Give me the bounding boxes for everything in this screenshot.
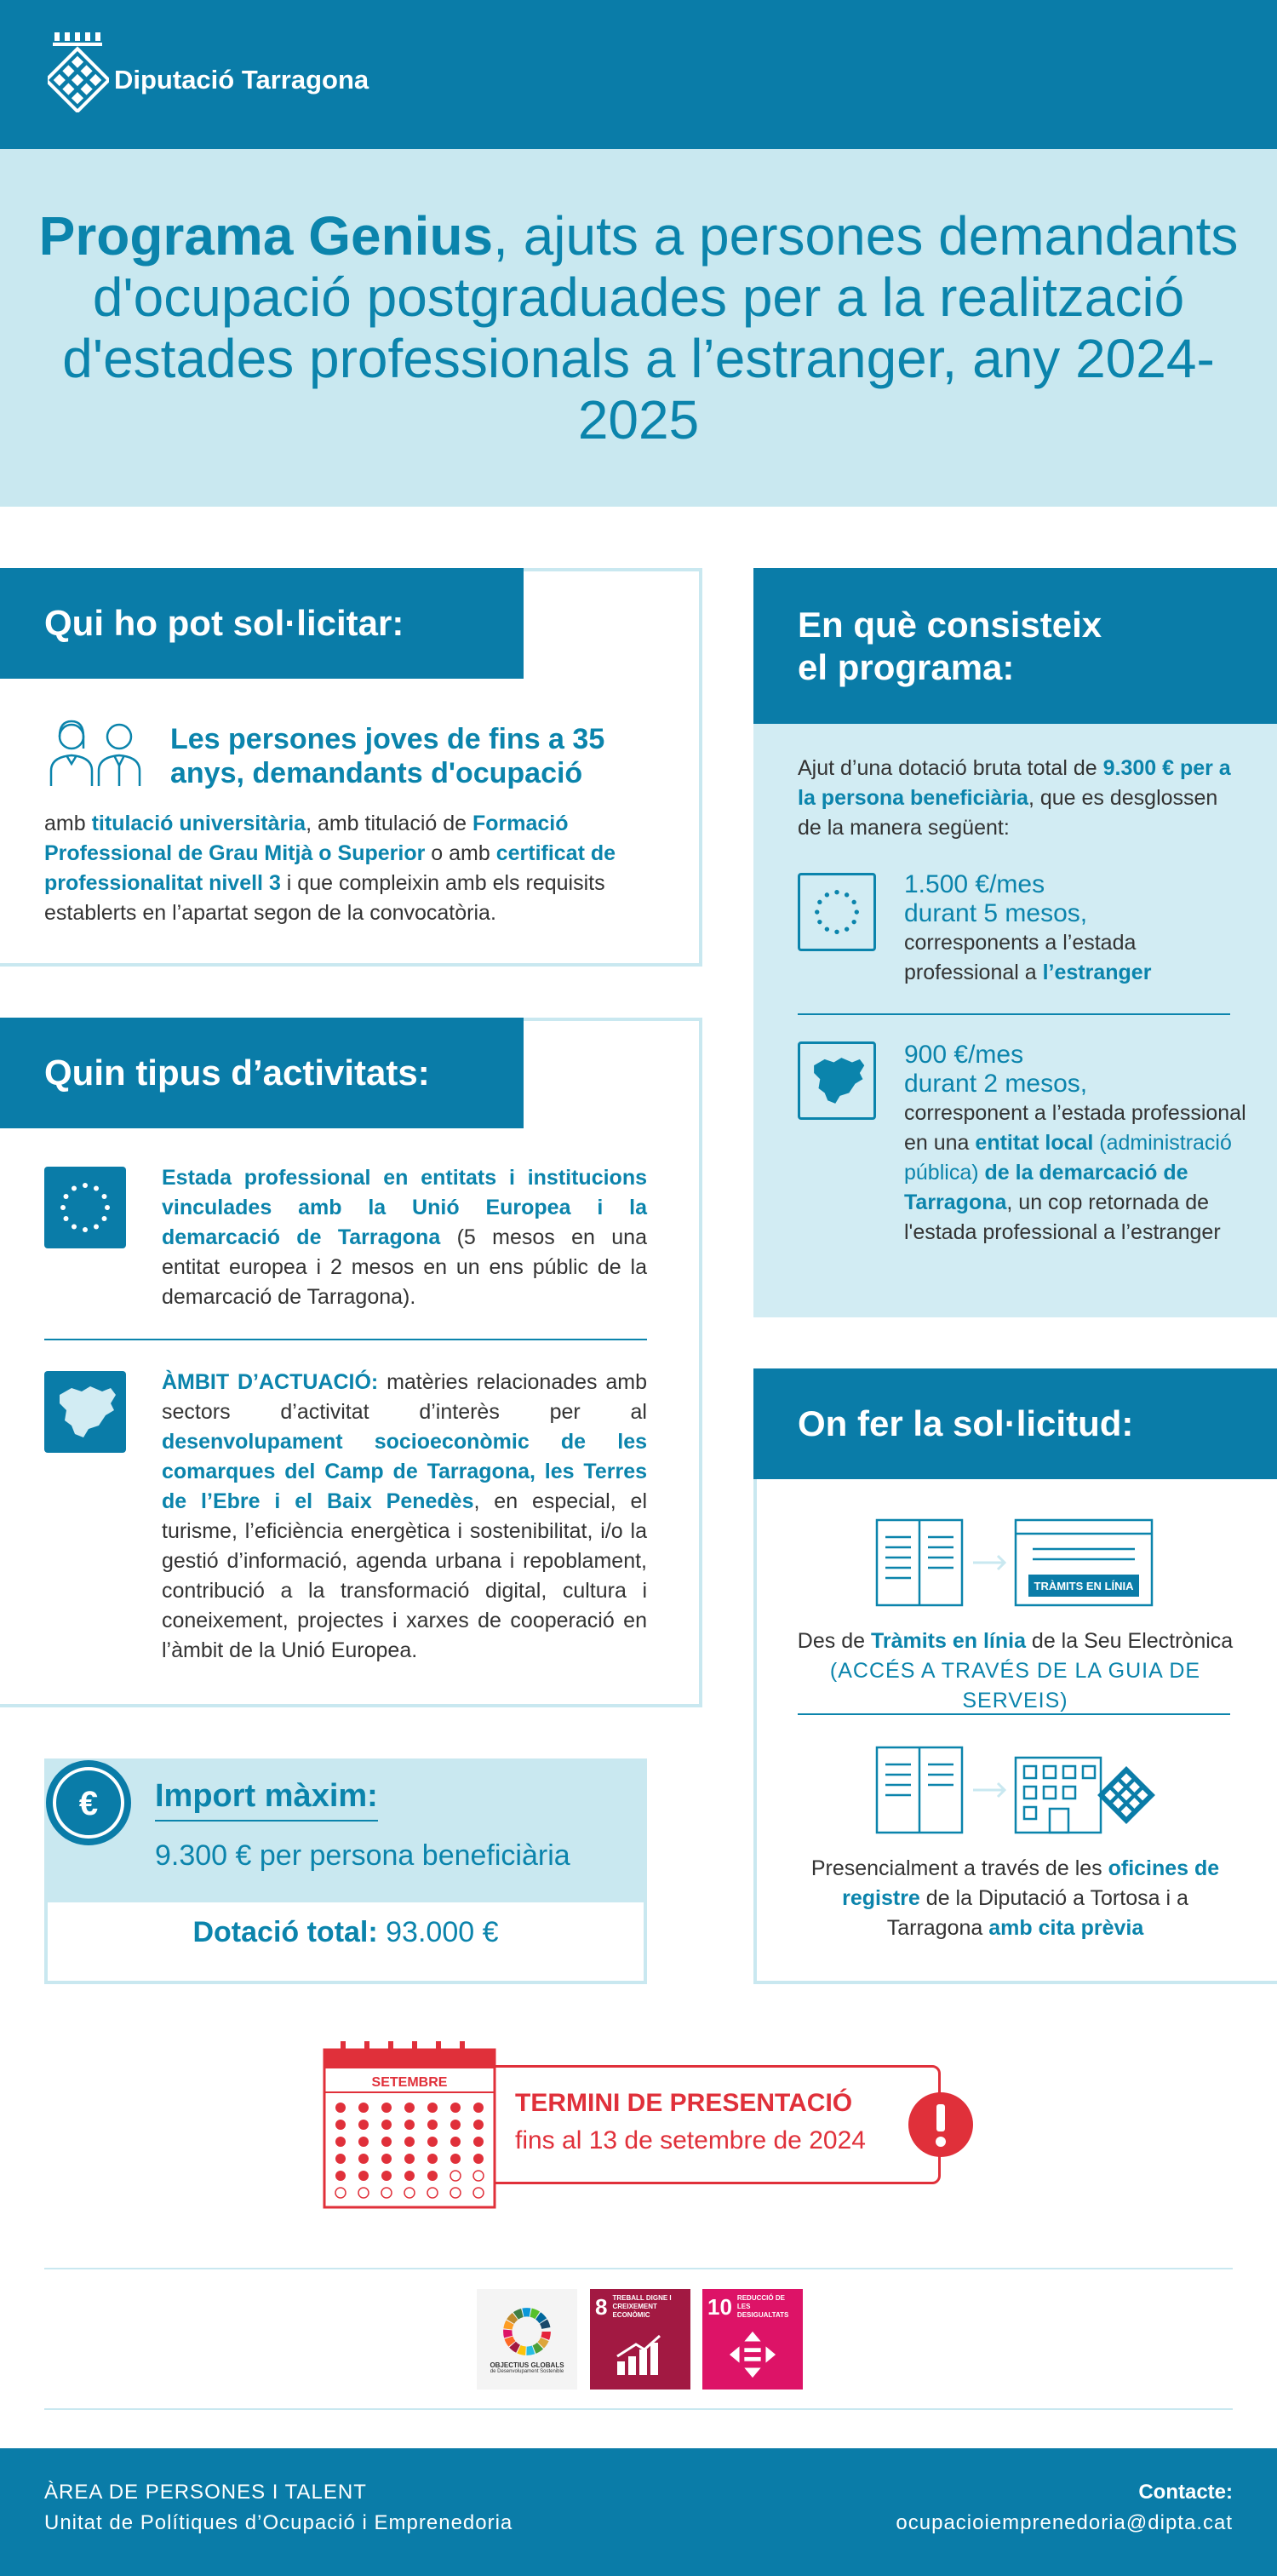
qui-lead: Les persones joves de fins a 35 anys, demandants d'ocupació [170, 723, 605, 789]
on-line1-p2: de la Seu Electrònica [1025, 1629, 1234, 1653]
calendar-day-dot [404, 2120, 415, 2130]
heading-qui: Qui ho pot sol·licitar: [0, 568, 524, 679]
calendar-month: SETEMBRE [371, 2075, 448, 2090]
programa-item-1 [904, 870, 1253, 988]
calendar-day-dot [427, 2154, 438, 2164]
calendar-day-dot [473, 2120, 484, 2130]
calendar-icon [322, 2040, 497, 2210]
activitat-2-p2: , en especial, el turisme, l’eficiència energètica i sostenibilitat, i/o la gestió d’informació, agenda urbana i repoblament, contribució a la transformació digital, cultura i coneixement, projectes i xarxes de cooperació en l’àmbit de la Unió Europea. [162, 1489, 648, 1662]
euro-coin-icon [44, 1758, 133, 1847]
on-line2-bold: oficines de registre [842, 1856, 1220, 1910]
footer-contact-label: Contacte: [1138, 2481, 1233, 2504]
calendar-day-dot [450, 2154, 461, 2164]
qui-p3: o amb [425, 841, 496, 865]
activitat-2-bold: desenvolupament socioeconòmic de les comarques del Camp de Tarragona, les Terres de l’Ebre i el Baix Penedès [162, 1430, 647, 1513]
calendar-day-dot [450, 2188, 461, 2198]
deadline-box [460, 2065, 941, 2184]
on-online-text [775, 1626, 1256, 1716]
programa-item-2 [904, 1041, 1253, 1248]
activitat-1 [162, 1163, 647, 1312]
goal10-number: 10 [707, 2294, 732, 2320]
calendar-day-dot [473, 2103, 484, 2113]
goal8-label: TREBALL DIGNE I CREIXEMENT ECONÒMIC [612, 2294, 672, 2319]
activitat-1-bold: Estada professional en entitats i institucions vinculades amb la Unió Europea i la demarcació de Tarragona [162, 1166, 647, 1249]
import-amount: 9.300 € per persona beneficiària [155, 1839, 570, 1872]
footer [0, 2448, 1277, 2576]
programa-intro [798, 754, 1240, 843]
calendar-day-dot [335, 2137, 346, 2147]
on-line2-bold2: amb cita prèvia [988, 1916, 1144, 1940]
org-name: Diputació Tarragona [114, 65, 369, 95]
qui-h2: Formació Professional de Grau Mitjà o Superior [44, 812, 569, 865]
ods-logo-l2: de Desenvolupament Sostenible [490, 2368, 564, 2374]
item1-duration: durant 5 mesos, [904, 899, 1088, 927]
footer-email[interactable]: ocupacioiemprenedoria@dipta.cat [896, 2511, 1233, 2534]
header-bar [0, 0, 1277, 149]
footer-unitat: Unitat de Polítiques d’Ocupació i Emprenedoria [44, 2511, 513, 2534]
heading-programa [753, 568, 1277, 724]
on-divider [798, 1713, 1230, 1715]
tramits-badge: TRÀMITS EN LÍNIA [1034, 1580, 1134, 1592]
activitat-2 [162, 1368, 647, 1666]
activitat-2-p1: matèries relacionades amb sectors d’activitat d’interès per al [162, 1370, 648, 1424]
calendar-day-dot [335, 2188, 346, 2198]
calendar-day-dot [450, 2120, 461, 2130]
goal8-number: 8 [595, 2294, 608, 2320]
eu-flag-icon [44, 1167, 126, 1248]
calendar-day-dot [404, 2137, 415, 2147]
growth-chart-icon [614, 2333, 665, 2378]
item1-text [904, 928, 1253, 988]
title-bold: Programa Genius [38, 205, 494, 267]
qui-h3: certificat de professionalitat nivell 3 [44, 841, 616, 895]
total-value: 93.000 € [377, 1916, 499, 1948]
calendar-day-dot [358, 2171, 369, 2181]
separator-top [44, 2268, 1233, 2269]
calendar-day-dot [381, 2103, 392, 2113]
calendar-day-dot [381, 2188, 392, 2198]
calendar-day-dot [473, 2171, 484, 2181]
people-icon [44, 720, 146, 788]
on-line2-p2: de la Diputació a Tortosa i a Tarragona [886, 1886, 1188, 1940]
ods-goal-8 [590, 2289, 690, 2390]
alert-icon [907, 2091, 975, 2159]
footer-area: ÀREA DE PERSONES I TALENT [44, 2481, 367, 2504]
online-forms-icon [875, 1518, 1156, 1612]
office-building-icon [875, 1746, 1156, 1839]
activitats-divider [44, 1339, 647, 1340]
activitat-2-label: ÀMBIT D’ACTUACIÓ: [162, 1370, 379, 1394]
eu-flag-outline-icon [798, 873, 876, 951]
termini-date: fins al 13 de setembre de 2024 [515, 2126, 866, 2154]
title-rest: , ajuts a persones demandants d'ocupació postgraduades per a la realització d'estades professionals a l’estranger, any 2024-2025 [62, 205, 1239, 450]
ods-logo [477, 2289, 577, 2390]
org-logo[interactable] [48, 31, 369, 112]
total-label: Dotació total: [192, 1916, 378, 1948]
page-title [34, 205, 1243, 450]
qui-text [44, 809, 632, 928]
calendar-day-dot [404, 2103, 415, 2113]
calendar-day-dot [427, 2137, 438, 2147]
diputacio-emblem-icon [48, 31, 109, 112]
item1-p1: corresponents a l’estada professional a [904, 931, 1137, 984]
goal10-label: REDUCCIÓ DE LES DESIGUALTATS [736, 2294, 789, 2319]
calendar-day-dot [358, 2137, 369, 2147]
svg-text:€: € [78, 1785, 99, 1822]
guia-serveis-link[interactable]: (ACCÉS A TRAVÉS DE LA GUIA DE SERVEIS) [829, 1659, 1201, 1713]
item2-p1: corresponent a l’estada professional en una [904, 1101, 1246, 1155]
calendar-day-dot [427, 2188, 438, 2198]
tarragona-map-icon [44, 1371, 126, 1453]
calendar-day-dot [381, 2137, 392, 2147]
calendar-day-dot [473, 2154, 484, 2164]
ods-goal-10 [702, 2289, 803, 2390]
calendar-day-dot [404, 2154, 415, 2164]
calendar-day-dot [404, 2188, 415, 2198]
intro-p2: , que es desglossen de la manera següent: [798, 786, 1218, 840]
item2-bold1: entitat local [975, 1131, 1094, 1155]
on-line2-p1: Presencialment a través de les [810, 1856, 1108, 1880]
calendar-day-dot [381, 2171, 392, 2181]
import-title: Import màxim: [155, 1778, 378, 1822]
programa-divider [798, 1013, 1230, 1015]
title-banner [0, 149, 1277, 507]
calendar-day-dot [473, 2137, 484, 2147]
item2-bold2: de la demarcació de Tarragona [904, 1161, 1188, 1214]
equality-arrows-icon [728, 2330, 777, 2379]
item1-amount: 1.500 €/mes [904, 870, 1045, 898]
heading-programa-l1: En què consisteix [798, 604, 1102, 645]
calendar-day-dot [427, 2103, 438, 2113]
calendar-day-dot [427, 2171, 438, 2181]
item2-text [904, 1099, 1253, 1248]
calendar-day-dot [450, 2171, 461, 2181]
calendar-day-dot [358, 2154, 369, 2164]
qui-h1: titulació universitària [91, 812, 306, 835]
calendar-day-dot [335, 2154, 346, 2164]
calendar-day-dot [404, 2171, 415, 2181]
calendar-day-dot [381, 2120, 392, 2130]
calendar-day-dot [335, 2171, 346, 2181]
import-total [44, 1916, 647, 1949]
calendar-day-dot [450, 2103, 461, 2113]
qui-p1: amb [44, 812, 92, 835]
item2-mid: (administració pública) [904, 1131, 1232, 1185]
item1-bold: l’estranger [1042, 961, 1152, 984]
item2-amount: 900 €/mes [904, 1041, 1024, 1069]
qui-p4: i que compleixin amb els requisits establerts en l’apartat segon de la convocatòria. [44, 871, 605, 925]
heading-on: On fer la sol·licitud: [753, 1368, 1277, 1479]
calendar-day-dot [335, 2103, 346, 2113]
calendar-day-dot [358, 2120, 369, 2130]
tarragona-map-outline-icon [798, 1041, 876, 1120]
sdg-wheel-icon [501, 2305, 553, 2358]
separator-bottom [44, 2408, 1233, 2410]
calendar-day-dot [358, 2103, 369, 2113]
item2-p2: , un cop retornada de l'estada professional a l’estranger [904, 1190, 1221, 1244]
qui-p2: , amb titulació de [306, 812, 472, 835]
calendar-day-dot [335, 2120, 346, 2130]
on-line1-p1: Des de [797, 1629, 871, 1653]
activitat-1-rest: (5 mesos en una entitat europea i 2 mesos en un ens públic de la demarcació de Tarragona). [162, 1225, 647, 1309]
on-presencial-text [796, 1854, 1234, 1943]
calendar-day-dot [358, 2188, 369, 2198]
calendar-day-dot [473, 2188, 484, 2198]
heading-activitats: Quin tipus d’activitats: [0, 1018, 524, 1128]
heading-programa-l2: el programa: [798, 646, 1015, 687]
calendar-day-dot [427, 2120, 438, 2130]
intro-p1: Ajut d’una dotació bruta total de [798, 756, 1103, 780]
intro-bold: 9.300 € per a la persona beneficiària [798, 756, 1231, 810]
on-line1-bold[interactable]: Tràmits en línia [870, 1629, 1026, 1653]
calendar-day-dot [450, 2137, 461, 2147]
item2-duration: durant 2 mesos, [904, 1070, 1088, 1098]
calendar-day-dot [381, 2154, 392, 2164]
termini-title: TERMINI DE PRESENTACIÓ [515, 2089, 853, 2117]
ods-logo-l1: OBJECTIUS GLOBALS [490, 2361, 564, 2369]
